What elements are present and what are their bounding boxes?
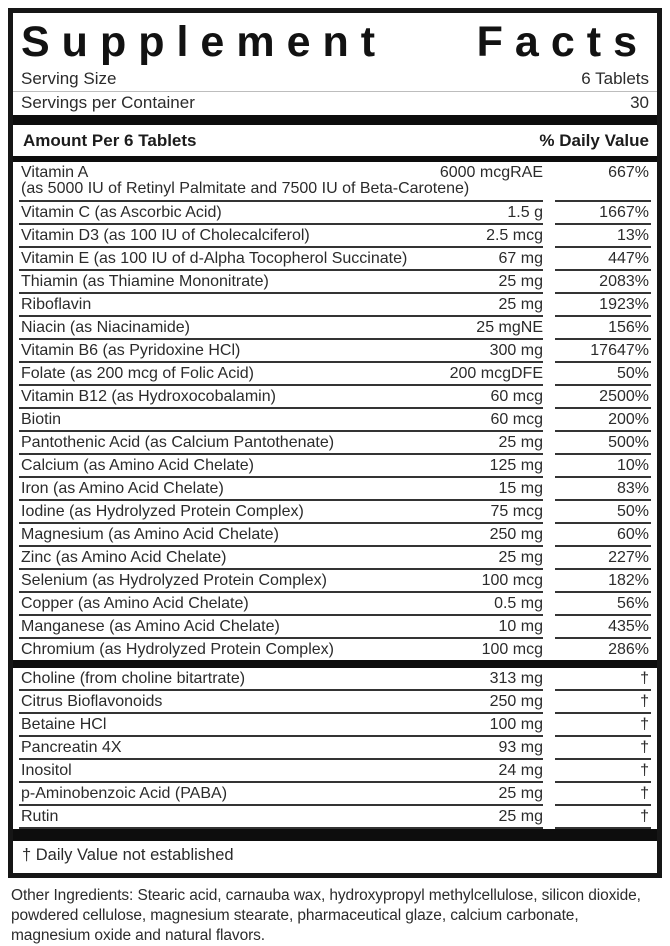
nutrient-name: Inositol [21,762,72,780]
nutrient-dv-cell [555,246,651,269]
nutrient-row [19,591,651,614]
nutrient-name: Vitamin A [21,164,89,182]
nutrient-name: Vitamin B12 (as Hydroxocobalamin) [21,388,276,406]
nutrient-name: Iron (as Amino Acid Chelate) [21,480,224,498]
nutrient-amount: 250 mg [489,693,543,711]
nutrient-row [19,162,651,200]
nutrient-daily-value: 13% [616,227,649,245]
nutrient-dv-cell [555,712,651,735]
nutrient-main-line [19,783,543,804]
nutrient-amount: 250 mg [489,526,543,544]
nutrient-main-line [19,248,543,269]
nutrient-dv-cell [555,758,651,781]
nutrient-daily-value: 200% [608,411,649,429]
nutrient-name-amount-cell [19,407,543,430]
nutrient-main-line [19,737,543,758]
nutrient-amount: 100 mcg [481,641,543,659]
nutrient-row [19,269,651,292]
nutrient-row [19,361,651,384]
nutrient-name-amount-cell [19,804,543,829]
nutrient-amount: 2.5 mcg [486,227,543,245]
nutrient-dv-cell [555,522,651,545]
nutrient-dv-cell [555,292,651,315]
serving-size-value: 6 Tablets [581,69,649,89]
nutrient-name: Vitamin C (as Ascorbic Acid) [21,204,222,222]
nutrient-name: Choline (from choline bitartrate) [21,670,246,688]
nutrient-main-line [19,760,543,781]
nutrient-row [19,568,651,591]
nutrient-dv-cell [555,315,651,338]
nutrient-row [19,384,651,407]
nutrient-row [19,804,651,829]
nutrient-daily-value: 286% [608,641,649,659]
nutrient-main-line [19,524,543,545]
serving-size-label: Serving Size [21,69,117,89]
nutrient-row [19,614,651,637]
nutrient-row [19,545,651,568]
nutrient-row [19,338,651,361]
amount-column-header: Amount Per 6 Tablets [23,131,197,151]
nutrient-row [19,758,651,781]
title-word-first: Supplement [21,18,388,66]
nutrient-dv-cell [555,499,651,522]
nutrient-main-line [19,593,543,614]
nutrient-main-line [19,570,543,591]
nutrient-daily-value: 83% [616,480,649,498]
nutrient-amount: 24 mg [498,762,543,780]
serving-size-row [13,68,657,92]
nutrient-name-amount-cell [19,200,543,223]
nutrient-name: Vitamin D3 (as 100 IU of Cholecalciferol) [21,227,310,245]
nutrient-dv-cell [555,689,651,712]
nutrient-name: Manganese (as Amino Acid Chelate) [21,618,280,636]
nutrient-daily-value: 10% [616,457,649,475]
nutrient-name-amount-cell [19,315,543,338]
nutrient-name: Chromium (as Hydrolyzed Protein Complex) [21,641,334,659]
nutrient-daily-value: † [640,762,649,780]
servings-count-value: 30 [630,93,649,113]
nutrient-daily-value: † [640,739,649,757]
nutrient-dv-cell [555,668,651,689]
nutrient-main-line [19,668,543,689]
nutrient-daily-value: 2500% [599,388,649,406]
nutrient-dv-cell [555,735,651,758]
nutrient-name-amount-cell [19,735,543,758]
nutrient-amount: 6000 mcgRAE [439,164,543,182]
nutrient-name-amount-cell [19,361,543,384]
separator-bar-bottom [13,829,657,841]
nutrient-name-amount-cell [19,338,543,361]
nutrient-daily-value: † [640,785,649,803]
nutrient-name-amount-cell [19,292,543,315]
nutrient-main-line [19,409,543,430]
nutrient-dv-cell [555,804,651,829]
nutrient-daily-value: † [640,716,649,734]
nutrient-daily-value: † [640,670,649,688]
nutrient-name-amount-cell [19,637,543,660]
servings-count-label: Servings per Container [21,93,195,113]
nutrient-row [19,499,651,522]
nutrient-main-line [19,202,543,223]
nutrient-dv-cell [555,545,651,568]
nutrient-dv-cell [555,361,651,384]
nutrient-row [19,781,651,804]
separator-bar-mid [13,660,657,668]
nutrient-dv-cell [555,591,651,614]
nutrient-amount: 1.5 g [507,204,543,222]
nutrient-main-line [19,691,543,712]
nutrient-daily-value: 667% [608,164,649,182]
nutrient-amount: 313 mg [489,670,543,688]
nutrient-daily-value: 17647% [590,342,649,360]
nutrient-amount: 93 mg [498,739,543,757]
nutrient-name: p-Aminobenzoic Acid (PABA) [21,785,228,803]
nutrient-name: Citrus Bioflavonoids [21,693,163,711]
nutrient-name-amount-cell [19,430,543,453]
nutrient-name-amount-cell [19,522,543,545]
nutrient-dv-cell [555,476,651,499]
nutrient-dv-cell [555,430,651,453]
nutrient-name-amount-cell [19,269,543,292]
nutrient-amount: 60 mcg [490,411,543,429]
nutrient-name: Pantothenic Acid (as Calcium Pantothenate) [21,434,335,452]
nutrient-amount: 200 mcgDFE [449,365,543,383]
nutrient-dv-cell [555,568,651,591]
nutrient-amount: 67 mg [498,250,543,268]
nutrient-name: Betaine HCl [21,716,107,734]
nutrient-name-amount-cell [19,384,543,407]
nutrient-row [19,246,651,269]
nutrient-daily-value: † [640,693,649,711]
nutrient-name: Thiamin (as Thiamine Mononitrate) [21,273,269,291]
nutrient-main-line [19,386,543,407]
supplement-facts-panel [8,8,662,878]
nutrient-main-line [19,478,543,499]
nutrient-amount: 25 mg [498,434,543,452]
nutrient-amount: 125 mg [489,457,543,475]
nutrient-name-amount-cell [19,781,543,804]
nutrient-subtext: (as 5000 IU of Retinyl Palmitate and 7500 IU of Beta-Carotene) [21,180,470,198]
servings-per-container-row [13,92,657,115]
nutrient-dv-cell [555,162,651,200]
nutrient-name-amount-cell [19,162,543,200]
nutrient-amount: 300 mg [489,342,543,360]
nutrient-dv-cell [555,200,651,223]
nutrient-daily-value: 56% [616,595,649,613]
nutrient-main-line [19,225,543,246]
nutrient-name: Vitamin E (as 100 IU of d-Alpha Tocopherol Succinate) [21,250,408,268]
nutrient-name: Niacin (as Niacinamide) [21,319,190,337]
nutrient-amount: 25 mg [498,296,543,314]
nutrient-daily-value: 50% [616,365,649,383]
nutrient-main-line [19,639,543,660]
nutrient-daily-value: 2083% [599,273,649,291]
title-word-second: Facts [476,18,649,66]
daily-value-column-header: % Daily Value [539,131,649,151]
separator-bar-thick-top [13,115,657,125]
nutrient-row [19,407,651,430]
nutrient-row [19,637,651,660]
other-nutrients-table [13,668,657,829]
nutrient-name: Riboflavin [21,296,92,314]
daily-value-footnote: † Daily Value not established [22,846,234,865]
nutrient-name-amount-cell [19,223,543,246]
nutrient-name-amount-cell [19,568,543,591]
nutrient-row [19,735,651,758]
nutrient-name: Biotin [21,411,62,429]
nutrient-daily-value: 1923% [599,296,649,314]
nutrient-dv-cell [555,384,651,407]
nutrient-amount: 25 mg [498,549,543,567]
nutrient-amount: 100 mg [489,716,543,734]
nutrient-name: Selenium (as Hydrolyzed Protein Complex) [21,572,327,590]
nutrient-daily-value: 435% [608,618,649,636]
nutrient-name-amount-cell [19,758,543,781]
nutrient-main-line [19,616,543,637]
nutrient-daily-value: 1667% [599,204,649,222]
nutrient-name-amount-cell [19,668,543,689]
nutrient-main-line [19,363,543,384]
nutrient-amount: 10 mg [498,618,543,636]
nutrient-daily-value: 500% [608,434,649,452]
nutrient-name: Calcium (as Amino Acid Chelate) [21,457,254,475]
nutrient-row [19,200,651,223]
nutrient-amount: 25 mg [498,808,543,826]
nutrient-amount: 100 mcg [481,572,543,590]
other-ingredients-text: Other Ingredients: Stearic acid, carnauba wax, hydroxypropyl methylcellulose, silicon dioxide, powdered cellulose, magnesium stearate, pharmaceutical glaze, calcium carbonate, magnesium oxide and natural flavors. [11,887,641,945]
nutrient-daily-value: † [640,808,649,826]
nutrient-dv-cell [555,269,651,292]
nutrient-daily-value: 227% [608,549,649,567]
nutrient-row [19,223,651,246]
nutrient-dv-cell [555,781,651,804]
nutrient-daily-value: 50% [616,503,649,521]
nutrient-name-amount-cell [19,499,543,522]
nutrient-main-line [19,547,543,568]
nutrient-row [19,712,651,735]
nutrient-name: Copper (as Amino Acid Chelate) [21,595,249,613]
nutrient-dv-cell [555,453,651,476]
nutrient-name-amount-cell [19,712,543,735]
nutrient-main-line [19,714,543,735]
panel-title [13,13,657,68]
nutrient-daily-value: 156% [608,319,649,337]
nutrient-name: Iodine (as Hydrolyzed Protein Complex) [21,503,304,521]
nutrient-dv-cell [555,637,651,660]
nutrient-name-amount-cell [19,476,543,499]
nutrient-name: Folate (as 200 mcg of Folic Acid) [21,365,254,383]
nutrient-name: Magnesium (as Amino Acid Chelate) [21,526,279,544]
nutrient-row [19,476,651,499]
nutrient-main-line [19,501,543,522]
nutrient-main-line [19,432,543,453]
nutrient-row [19,689,651,712]
nutrient-dv-cell [555,338,651,361]
nutrient-amount: 15 mg [498,480,543,498]
nutrient-amount: 0.5 mg [494,595,543,613]
nutrient-name: Pancreatin 4X [21,739,122,757]
nutrient-main-line [19,455,543,476]
nutrient-dv-cell [555,407,651,430]
nutrient-amount: 25 mg [498,273,543,291]
nutrient-row [19,668,651,689]
nutrient-amount: 75 mcg [490,503,543,521]
nutrient-daily-value: 182% [608,572,649,590]
nutrient-dv-cell [555,614,651,637]
nutrient-row [19,315,651,338]
nutrient-name: Rutin [21,808,59,826]
nutrient-row [19,430,651,453]
nutrient-name: Vitamin B6 (as Pyridoxine HCl) [21,342,241,360]
nutrient-main-line [19,806,543,827]
nutrient-main-line [19,294,543,315]
nutrient-dv-cell [555,223,651,246]
nutrient-name: Zinc (as Amino Acid Chelate) [21,549,227,567]
nutrient-name-amount-cell [19,591,543,614]
column-header-row [13,125,657,156]
nutrient-main-line [19,317,543,338]
nutrient-main-line [19,271,543,292]
nutrient-name-amount-cell [19,614,543,637]
nutrient-row [19,292,651,315]
nutrient-amount: 25 mg [498,785,543,803]
nutrient-name-amount-cell [19,246,543,269]
nutrient-row [19,453,651,476]
nutrient-daily-value: 60% [616,526,649,544]
nutrient-daily-value: 447% [608,250,649,268]
nutrients-table [13,162,657,660]
nutrient-amount: 25 mgNE [476,319,543,337]
nutrient-row [19,522,651,545]
nutrient-amount: 60 mcg [490,388,543,406]
nutrient-name-amount-cell [19,545,543,568]
nutrient-main-line [19,340,543,361]
nutrient-name-amount-cell [19,453,543,476]
nutrient-name-amount-cell [19,689,543,712]
